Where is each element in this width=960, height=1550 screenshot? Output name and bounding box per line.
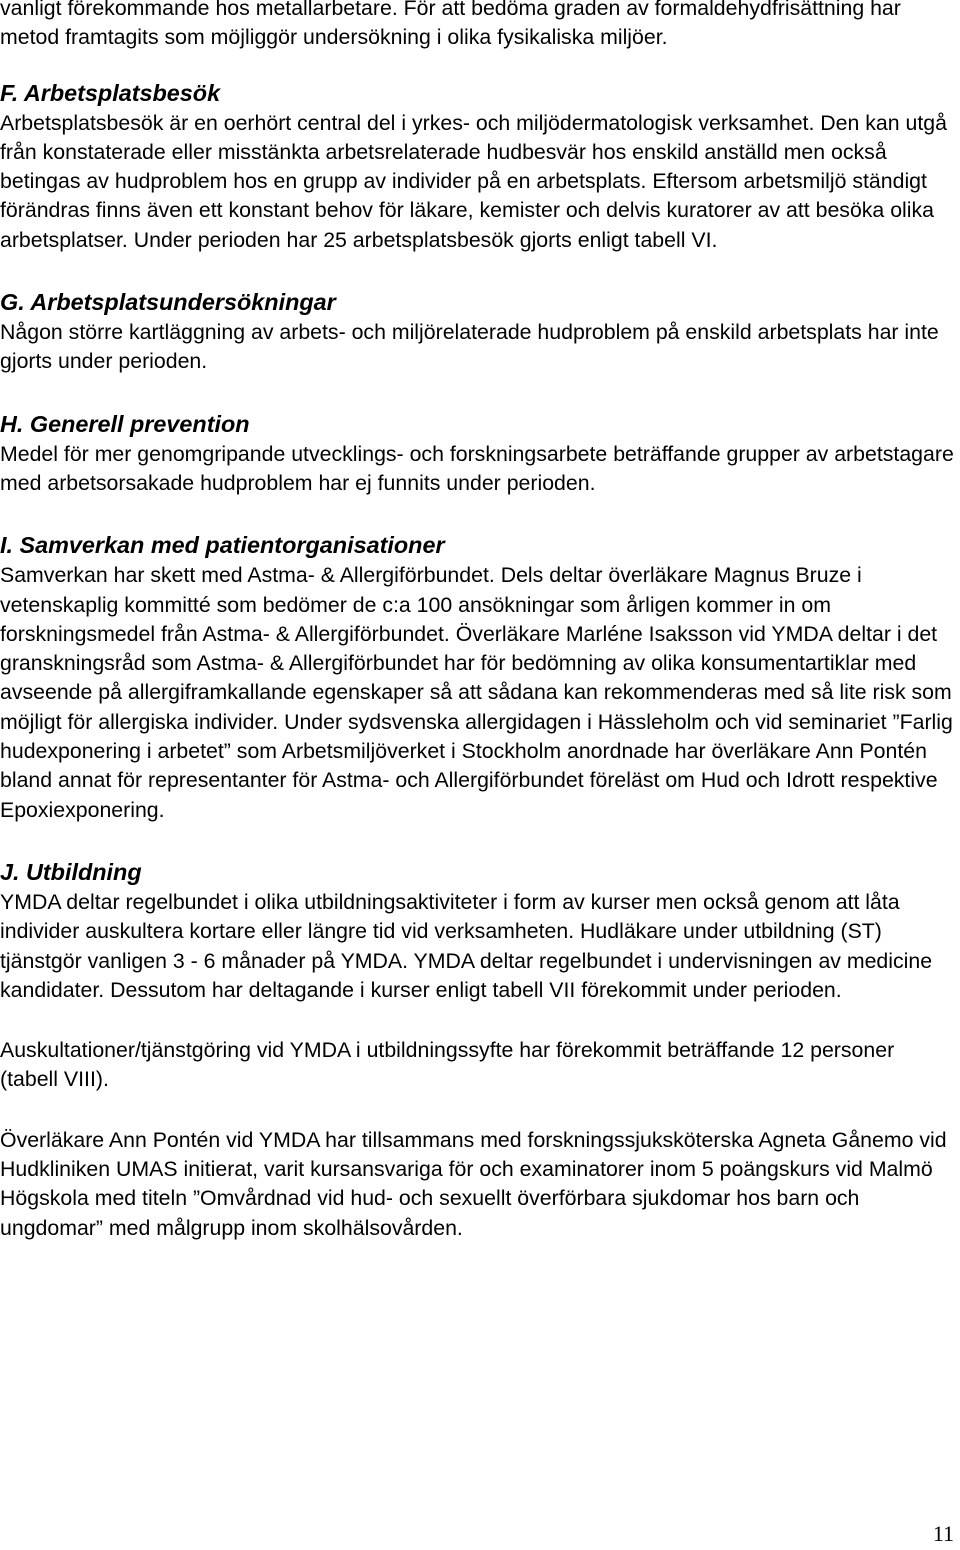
page-number: 11 [932, 1521, 954, 1546]
section-j-paragraph-1: YMDA deltar regelbundet i olika utbildningsaktiviteter i form av kurser men också genom att låta individer auskultera kortare eller längre tid vid verksamheten. Hudläkare under utbildning (ST) tjänstgör vanligen 3 - 6 månader på YMDA. YMDA deltar regelbundet i undervisningen av medicine kandidater. Dessutom har deltagande i kurser enligt tabell VII förekommit under perioden. [0, 889, 933, 1002]
section-j-paragraph-2: Auskultationer/tjänstgöring vid YMDA i utbildningssyfte har förekommit beträffande 12 personer (tabell VIII). [0, 1038, 895, 1092]
section-heading-g: G. Arbetsplatsundersökningar [0, 289, 336, 316]
section-heading-h: H. Generell prevention [0, 410, 250, 437]
section-j-paragraph-3: Överläkare Ann Pontén vid YMDA har tillsammans med forskningssjuksköterska Agneta Gånemo vid Hudkliniken UMAS initierat, varit kursansvariga för och examinatorer inom 5 poängskurs vid Malmö Högskola med titeln ”Omvårdnad vid hud- och sexuellt överförbara sjukdomar hos barn och ungdomar” med målgrupp inom skolhälsovården. [0, 1127, 947, 1240]
section-f-paragraph: Arbetsplatsbesök är en oerhört central del i yrkes- och miljödermatologisk verksamhet. Den kan utgå från konstaterade eller misstänkta arbetsrelaterade hudbesvär hos enskild anställd men också betingas av hudproblem hos en grupp av individer på en arbetsplats. Eftersom arbetsmiljö ständigt förändras finns även ett konstant behov för läkare, kemister och delvis kuratorer av att besöka olika arbetsplatser. Under perioden har 25 arbetsplatsbesök gjorts enligt tabell VI. [0, 110, 947, 252]
intro-paragraph: vanligt förekommande hos metallarbetare. För att bedöma graden av formaldehydfrisättning har metod framtagits som möjliggör undersökning i olika fysikaliska miljöer. [0, 0, 901, 50]
section-h-paragraph: Medel för mer genomgripande utvecklings- och forskningsarbete beträffande grupper av arbetstagare med arbetsorsakade hudproblem har ej funnits under perioden. [0, 441, 954, 495]
section-heading-i: I. Samverkan med patientorganisationer [0, 532, 445, 559]
section-i-paragraph: Samverkan har skett med Astma- & Allergiförbundet. Dels deltar överläkare Magnus Bruze i vetenskaplig kommitté som bedömer de c:a 100 ansökningar som årligen kommer in om forskningsmedel från Astma- & Allergiförbundet. Överläkare Marléne Isaksson vid YMDA deltar i det granskningsråd som Astma- & Allergiförbundet har för bedömning av olika konsumentartiklar med avseende på allergiframkallande egenskaper så att sådana kan rekommenderas med så lite risk som möjligt för allergiska individer. Under sydsvenska allergidagen i Hässleholm och vid seminariet ”Farlig hudexponering i arbetet” som Arbetsmiljöverket i Stockholm anordnade har överläkare Ann Pontén bland annat för representanter för Astma- och Allergiförbundet föreläst om Hud och Idrott respektive Epoxiexponering. [0, 563, 953, 822]
section-heading-f: F. Arbetsplatsbesök [0, 79, 221, 106]
section-g-paragraph: Någon större kartläggning av arbets- och miljörelaterade hudproblem på enskild arbetsplats har inte gjorts under perioden. [0, 320, 939, 374]
section-heading-j: J. Utbildning [0, 858, 142, 885]
